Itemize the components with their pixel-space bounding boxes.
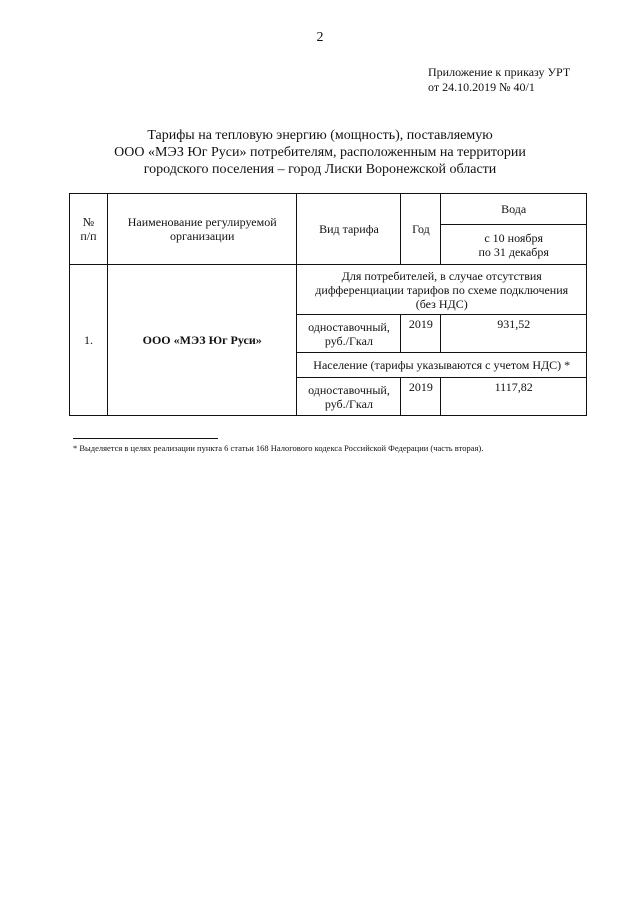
footnote-divider	[73, 438, 218, 439]
group-1-line-2: дифференциации тарифов по схеме подключения	[315, 282, 569, 297]
header-organization	[107, 194, 297, 265]
group-1-type-line-2: руб./Гкал	[324, 333, 374, 348]
header-num-line-1: №	[82, 215, 95, 229]
group-1-line-1: Для потребителей, в случае отсутствия	[341, 268, 542, 283]
header-num-line-2: п/п	[80, 229, 97, 243]
appendix-reference	[428, 65, 570, 95]
group-1-value: 931,52	[441, 315, 587, 353]
row-num: 1.	[70, 265, 108, 416]
table-row-group-1	[70, 265, 587, 315]
appendix-line-2: от 24.10.2019 № 40/1	[428, 80, 535, 94]
group-2-tariff-type	[297, 378, 401, 416]
tariff-table	[69, 193, 587, 416]
header-period	[441, 225, 587, 265]
header-year: Год	[401, 194, 441, 265]
group-1-type-line-1: одноставочный,	[308, 319, 390, 334]
header-period-line-2: по 31 декабря	[478, 244, 549, 259]
header-org-line-2: организации	[169, 229, 235, 243]
title-line-3: городского поселения – город Лиски Воронежской области	[143, 162, 497, 177]
group-2-type-line-1: одноставочный,	[308, 382, 390, 397]
footnote-line-2: вторая).	[454, 443, 484, 453]
header-row-1	[70, 194, 587, 225]
header-org-line-1: Наименование регулируемой	[127, 215, 277, 229]
header-tariff-type: Вид тарифа	[297, 194, 401, 265]
group-2-value: 1117,82	[441, 378, 587, 416]
title-line-2: ООО «МЭЗ Юг Руси» потребителям, расположенным на территории	[114, 145, 526, 160]
footnote	[73, 443, 583, 454]
group-2-year: 2019	[401, 378, 441, 416]
header-num	[70, 194, 108, 265]
group-1-label	[297, 265, 587, 315]
group-1-line-3: (без НДС)	[415, 296, 468, 311]
appendix-line-1: Приложение к приказу УРТ	[428, 65, 571, 79]
header-water: Вода	[441, 194, 587, 225]
header-period-line-1: с 10 ноября	[484, 230, 544, 245]
page-number: 2	[316, 30, 324, 45]
title-line-1: Тарифы на тепловую энергию (мощность), поставляемую	[147, 128, 493, 143]
group-1-tariff-type	[297, 315, 401, 353]
row-organization: ООО «МЭЗ Юг Руси»	[107, 265, 297, 416]
group-2-type-line-2: руб./Гкал	[324, 396, 374, 411]
document-title	[60, 127, 580, 178]
footnote-line-1: * Выделяется в целях реализации пункта 6 статьи 168 Налогового кодекса Российской Федерации (часть	[73, 443, 453, 453]
group-2-label: Население (тарифы указываются с учетом НДС) *	[297, 353, 587, 378]
group-1-year: 2019	[401, 315, 441, 353]
